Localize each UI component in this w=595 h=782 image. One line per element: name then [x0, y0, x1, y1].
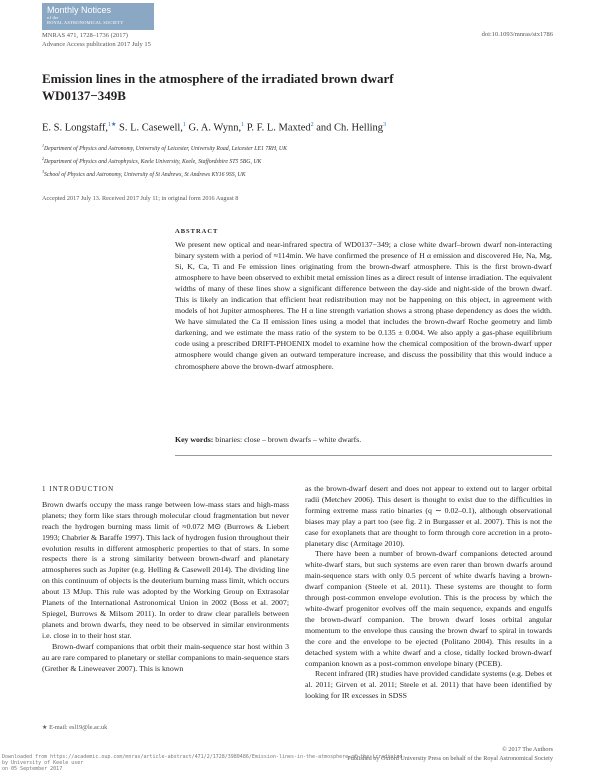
download-date: on 05 September 2017 — [2, 766, 63, 773]
affiliation-number: 1 — [42, 143, 44, 148]
publisher-line: Published by Oxford University Press on behalf of the Royal Astronomical Society — [347, 755, 553, 762]
journal-logo — [42, 3, 154, 30]
author-name: S. L. Casewell, — [119, 122, 183, 134]
paragraph: Recent infrared (IR) studies have provided candidate systems (e.g. Debes et al. 2011; Girven et al. 2011; Steele et al. 2011) that have been identified by looking for IR excesses in SDSS — [305, 669, 552, 701]
affiliation-text: Department of Physics and Astrophysics, Keele University, Keele, Staffordshire ST5 5BG, UK — [44, 159, 262, 166]
author-mark[interactable]: 1★ — [108, 122, 117, 128]
author-name: G. A. Wynn, — [188, 122, 242, 134]
title-line1: Emission lines in the atmosphere of the irradiated brown dwarf — [42, 71, 394, 86]
author-name: and Ch. Helling — [316, 122, 384, 134]
affiliation-number: 3 — [42, 169, 44, 175]
section-heading: 1 INTRODUCTION — [42, 485, 115, 493]
paragraph: Brown-dwarf companions that orbit their main-sequence star host within 3 au are rare compared to planetary or stellar companions to main-sequence stars (Grether & Lineweaver 2007). This is known — [42, 641, 289, 673]
affiliation-item — [42, 141, 287, 154]
logo-line2: of the — [47, 15, 59, 20]
affiliation-item — [42, 167, 287, 180]
author-mark[interactable]: 3 — [383, 122, 387, 128]
advance-access: Advance Access publication 2017 July 15 — [42, 41, 151, 48]
author-list — [42, 121, 386, 134]
title-line2: WD0137−349B — [42, 88, 126, 103]
accepted-dates: Accepted 2017 July 13. Received 2017 July 11; in original form 2016 August 8 — [42, 195, 239, 202]
keywords-label: Key words: — [175, 435, 214, 444]
keywords — [175, 435, 361, 444]
affiliation-text: School of Physics and Astronomy, University of St Andrews, St Andrews KY16 9SS, UK — [44, 172, 246, 179]
journal-reference — [42, 31, 151, 49]
download-url[interactable]: Downloaded from https://academic.oup.com/mnras/article-abstract/471/2/1728/3980486/Emission-lines-in-the-atmosphere-of-the-irradiated — [2, 754, 403, 760]
body-column-left — [42, 484, 289, 674]
affiliation-text: Department of Physics and Astronomy, University of Leicester, University Road, Leicester LE1 7RH, UK — [44, 145, 287, 152]
copyright-line: © 2017 The Authors — [502, 746, 553, 753]
affiliations — [42, 141, 287, 181]
author-name: P. F. L. Maxted — [246, 122, 311, 134]
article-title — [42, 70, 542, 104]
author-mark[interactable]: 2 — [310, 122, 314, 128]
abstract-heading: ABSTRACT — [175, 228, 219, 235]
abstract-text: We present new optical and near-infrared spectra of WD0137−349; a close white dwarf–brown dwarf non-interacting binary system with a period of ≈114min. We have confirmed the presence of H α emission and discovered He, Na, Mg, Si, K, Ca, Ti and Fe emission lines originating from the brown-dwarf atmosphere. This is the first brown-dwarf atmosphere to have been observed to exhibit metal emission lines as a direct result of intense irradiation. The equivalent widths of many of these lines show a significant difference between the day-side and night-side of the brown dwarf. This is likely an indication that efficient heat redistribution may not be happening on this object, in agreement with models of hot Jupiter atmospheres. The H α line strength variation shows a strong phase dependency as does the width. We have simulated the Ca II emission lines using a model that includes the brown-dwarf Roche geometry and limb darkening, and we estimate the mass ratio of the system to be 0.135 ± 0.004. We also apply a gas-phase equilibrium code using a prescribed DRIFT-PHOENIX model to examine how the chemical composition of the brown-dwarf upper atmosphere would change given an outward temperature increase, and discuss the possibility that this would induce a chromosphere above the brown-dwarf atmosphere. — [175, 240, 552, 371]
author-mark[interactable]: 1 — [182, 122, 186, 128]
body-column-right — [305, 484, 552, 702]
doi-link[interactable]: doi:10.1093/mnras/stx1786 — [481, 31, 553, 38]
paragraph: Brown dwarfs occupy the mass range between low-mass stars and high-mass planets; they form like stars through molecular cloud fragmentation but never reach the hydrogen burning mass limit of ≈0.072 M⊙ (Burrows & Liebert 1993; Chabrier & Baraffe 1997). This lack of hydrogen fusion throughout their evolution results in different atmospheric properties to that of stars. In some respects there is a strong similarity between brown-dwarf and planetary atmospheres such as Jupiter (e.g. Helling & Casewell 2014). The dividing line on this continuum of objects is the deuterium burning mass limit, which occurs about 13 MJup. This rule was adopted by the Working Group on Extrasolar Planets of the International Astronomical Union in 2002 (Boss et al. 2007; Spiegel, Burrows & Milsom 2011). In order to draw clear parallels between planets and brown dwarfs, they need to be observed in similar environments i.e. close in to their host star. — [42, 499, 289, 640]
logo-line1: Monthly Notices — [47, 5, 112, 15]
author-name: E. S. Longstaff, — [42, 122, 109, 134]
keywords-list: binaries: close – brown dwarfs – white dwarfs. — [215, 435, 362, 444]
paragraph: There have been a number of brown-dwarf companions detected around white-dwarf stars, but such systems are even rarer than brown dwarfs around main-sequence stars with only 0.5 percent of white dwarfs having a brown-dwarf companion (Steele et al. 2011). These systems are thought to form through post-common envelope evolution. This is the process by which the white-dwarf progenitor evolves off the main sequence, expands and engulfs the brown-dwarf companion. The brown dwarf loses orbital angular momentum to the envelope thus causing the brown dwarf to spiral in towards the core and the envelope to be ejected (Politano 2004). This results in a detached system with a white dwarf and a close, tidally locked brown-dwarf companion known as a post-common envelope binary (PCEB). — [305, 549, 552, 668]
affiliation-item — [42, 154, 287, 167]
download-user: by University of Keele user — [2, 760, 84, 767]
affiliation-number: 2 — [42, 156, 44, 162]
logo-line3: ROYAL ASTRONOMICAL SOCIETY — [47, 20, 124, 25]
paragraph: as the brown-dwarf desert and does not appear to extend out to larger orbital radii (Metchev 2006). This desert is thought to exist due to the difficulties in forming extreme mass ratio binaries (q ∼ 0.02–0.1), although observational biases may play a part too (see fig. 2 in Burgasser et al. 2007). This is not the case for exoplanets that are thought to form through core accretion in a proto-planetary disc (Armitage 2010). — [305, 484, 552, 548]
author-mark[interactable]: 1 — [241, 122, 245, 128]
corresponding-email[interactable]: ★ E-mail: esl19@le.ac.uk — [42, 724, 108, 731]
volume-pages: MNRAS 471, 1728–1736 (2017) — [42, 32, 128, 39]
download-stamp — [2, 754, 402, 773]
abstract-divider — [175, 455, 552, 456]
